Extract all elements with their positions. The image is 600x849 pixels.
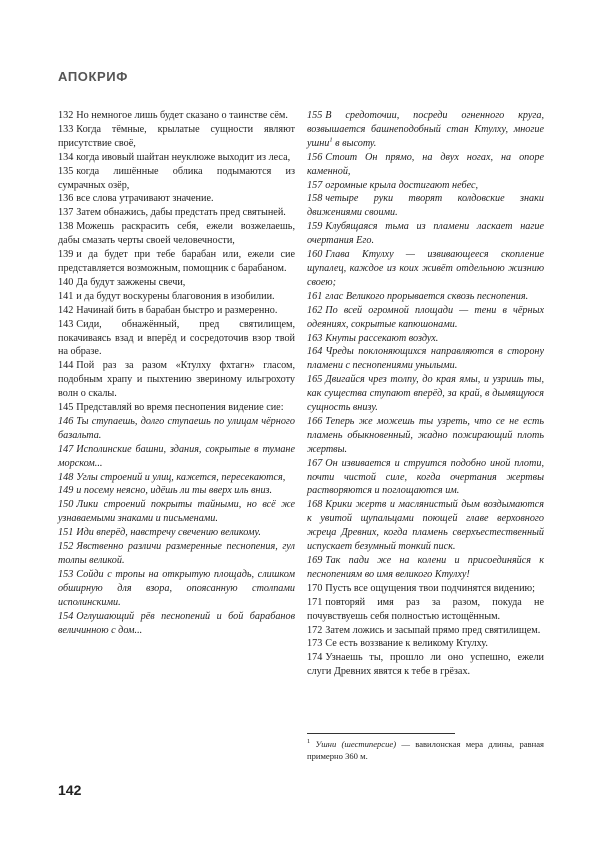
verse xyxy=(58,220,295,248)
verse xyxy=(307,415,544,457)
verse-number: 149 xyxy=(58,485,74,497)
verse xyxy=(58,206,295,220)
verse xyxy=(58,359,295,401)
verse xyxy=(58,484,295,498)
verse-number: 161 xyxy=(307,290,323,302)
verse-text: когда лишённые облика подымаются из сумрачных озёр, xyxy=(58,165,295,191)
verse-number: 165 xyxy=(307,374,323,386)
verse xyxy=(58,151,295,165)
verse-text: и посему неясно, идёшь ли ты вверх иль вниз. xyxy=(76,485,273,497)
verse-text: и да будет при тебе барабан или, ежели сие представляется возможным, помощник с барабаном. xyxy=(58,249,295,274)
verse-text: огромные крыла достигают небес, xyxy=(325,179,479,191)
verse-text: Кнуты рассекают воздух. xyxy=(325,332,439,344)
verse xyxy=(58,123,295,151)
verse-text: глас Великого прорывается сквозь песнопения. xyxy=(325,290,529,302)
verse-text: Глава Ктулху — извивающееся скопление щупалец, каждое из коих живёт отдельною жизнию своею; xyxy=(307,249,544,288)
verse xyxy=(307,345,544,373)
verse xyxy=(307,457,544,499)
verse-number: 173 xyxy=(307,638,323,650)
verse-text: Стоит Он прямо, на двух ногах, на опоре каменной, xyxy=(307,151,544,177)
verse xyxy=(58,318,295,360)
verse xyxy=(307,109,544,151)
verse-number: 153 xyxy=(58,568,74,580)
verse-number: 147 xyxy=(58,443,74,455)
footnote-marker: 1 xyxy=(307,738,311,746)
verse-number: 135 xyxy=(58,165,74,177)
verse-number: 152 xyxy=(58,541,74,553)
verse-text: Он извивается и струится подобно иной плоти, почти чистой силе, когда очертания жертвы растворяются и поглощаются им. xyxy=(307,457,544,497)
verse-number: 164 xyxy=(307,346,323,358)
verse-text: Да будут зажжены свечи, xyxy=(76,276,186,288)
verse-text: Пой раз за разом «Ктулху фхтагн» гласом, подобным храпу и пыхтению звериному ильгрохоту волн о скалы. xyxy=(58,360,295,400)
verse-number: 166 xyxy=(307,415,323,427)
verse-text: Начинай бить в барабан быстро и размеренно. xyxy=(76,304,278,316)
verse-number: 154 xyxy=(58,610,74,622)
verse xyxy=(58,304,295,318)
verse-number: 167 xyxy=(307,457,323,469)
verse-text: Представляй во время песнопения видение сие: xyxy=(76,402,284,414)
verse-text: Явственно различи размеренные песнопения, гул толпы великой. xyxy=(58,541,295,566)
verse-text: Двигайся чрез толпу, до края ямы, и узришь ты, как существа ступают вперёд, за край, в дымящуюся сущность внизу. xyxy=(307,374,544,414)
right-column xyxy=(307,109,544,679)
verse-number: 163 xyxy=(307,332,323,344)
verse-text: Чреды поклоняющихся направляются в сторону пламени с песнопениями унылыми. xyxy=(307,346,544,372)
verse-number: 158 xyxy=(307,193,323,205)
verse-text: По всей огромной площади — тени в чёрных одеяниях, сокрытые капюшонами. xyxy=(307,304,544,330)
verse-text: повторяй имя раз за разом, покуда не почувствуешь себя полностью истощённым. xyxy=(307,596,544,622)
verse xyxy=(58,568,295,610)
verse-text: и да будут воскурены благовония в изобилии. xyxy=(76,290,275,302)
footnote-reference: 1 xyxy=(329,136,333,144)
verse-text: Пусть все ощущения твои подчинятся видению; xyxy=(325,582,535,594)
verse-number: 133 xyxy=(58,123,74,135)
footnote xyxy=(307,739,544,762)
verse-number: 144 xyxy=(58,360,74,372)
verse xyxy=(58,276,295,290)
verse-text: Ты ступаешь, долго ступаешь по улицам чёрного базальта. xyxy=(58,415,295,441)
verse-number: 143 xyxy=(58,318,74,330)
verse-number: 172 xyxy=(307,624,323,636)
verse-text: Клубящаяся тьма из пламени ласкает нагие очертания Его. xyxy=(307,221,544,247)
verse xyxy=(58,248,295,276)
verse-number: 132 xyxy=(58,110,74,121)
verse-text: Узнаешь ты, прошло ли оно успешно, ежели слуги Древних явятся к тебе в грёзах. xyxy=(307,652,544,678)
verse-text: Так пади же на колени и присоединяйся к песнопениям во имя великого Ктулху! xyxy=(307,555,544,580)
footnote-text: — вавилонская мера длины, равная примерно 360 м. xyxy=(307,739,544,761)
verse xyxy=(58,540,295,568)
verse-text: Теперь же можешь ты узреть, что се не есть пламень обыкновенный, жадно пожирающий плоть жертвы. xyxy=(307,415,544,455)
verse xyxy=(58,165,295,193)
verse-number: 142 xyxy=(58,304,74,316)
verse-number: 137 xyxy=(58,207,74,219)
verse-number: 136 xyxy=(58,193,74,205)
verse-number: 155 xyxy=(307,110,323,121)
verse-number: 138 xyxy=(58,221,74,233)
verse xyxy=(307,304,544,332)
verse-text: Можешь раскрасить себя, ежели возжелаешь, дабы смазать черты своей человечности, xyxy=(58,221,295,247)
verse-text: Когда тёмные, крылатые сущности являют присутствие своё, xyxy=(58,123,295,149)
verse-number: 159 xyxy=(307,221,323,233)
footnote-term: Ушни (шестиперсие) xyxy=(315,739,397,749)
verse xyxy=(307,151,544,179)
verse-number: 168 xyxy=(307,499,323,511)
verse-text: В средоточии, посреди огненного круга, возвышается башнеподобный стан Ктулху, многие ушни xyxy=(307,110,544,149)
verse-text: Исполинские башни, здания, сокрытые в тумане морском... xyxy=(58,443,295,469)
page-number: 142 xyxy=(58,782,82,798)
verse xyxy=(307,220,544,248)
verse-text: Затем ложись и засыпай прямо пред святилищем. xyxy=(325,624,541,636)
verse xyxy=(58,401,295,415)
verse xyxy=(307,582,544,596)
verse-number: 141 xyxy=(58,290,74,302)
verse-text: Оглушающий рёв песнопений и бой барабанов величинною с дом... xyxy=(58,610,295,636)
verse xyxy=(58,109,295,123)
verse-text: когда ивовый шайтан неуклюже выходит из леса, xyxy=(76,151,291,163)
verse-text: все слова утрачивают значение. xyxy=(76,193,214,205)
verse xyxy=(307,248,544,290)
verse-text: Иди вперёд, навстречу свечению великому. xyxy=(76,527,261,539)
verse xyxy=(307,637,544,651)
verse-number: 162 xyxy=(307,304,323,316)
verse xyxy=(58,443,295,471)
verse-text: четыре руки творят колдовские знаки движениями своими. xyxy=(307,193,544,219)
left-column xyxy=(58,109,295,637)
verse-number: 145 xyxy=(58,402,74,414)
verse-text: Сиди, обнажённый, пред святилищем, покачиваясь взад и вперёд и сосредоточив взор твой на образе. xyxy=(58,318,295,358)
verse xyxy=(58,192,295,206)
verse-text: Се есть воззвание к великому Ктулху. xyxy=(325,638,488,650)
verse xyxy=(307,192,544,220)
verse xyxy=(307,179,544,193)
verse-text-continued: в высоту. xyxy=(332,137,377,149)
verse xyxy=(307,554,544,582)
verse-number: 157 xyxy=(307,179,323,191)
verse-text: Крики жертв и маслянистый дым воздымаются к увитой щупальцами поющей главе верховного жреца Древних, когда пламень сверхъестественный испускает безумный тонкий писк. xyxy=(307,499,544,553)
verse-number: 139 xyxy=(58,249,74,261)
verse-text: Лики строений покрыты тайными, но всё же узнаваемыми знаками и письменами. xyxy=(58,499,295,525)
verse-number: 151 xyxy=(58,527,74,539)
running-header: АПОКРИФ xyxy=(58,69,128,84)
verse-number: 156 xyxy=(307,151,323,163)
verse-number: 140 xyxy=(58,276,74,288)
verse-number: 146 xyxy=(58,415,74,427)
verse-text: Сойди с тропы на открытую площадь, слишком обширную для взора, опоясанную столпами исполинскими. xyxy=(58,568,295,608)
verse-text: Но немногое лишь будет сказано о таинстве сём. xyxy=(76,110,288,121)
verse xyxy=(307,332,544,346)
verse xyxy=(58,471,295,485)
verse-text: Затем обнажись, дабы предстать пред святыней. xyxy=(76,207,286,219)
verse xyxy=(307,290,544,304)
verse xyxy=(58,498,295,526)
verse xyxy=(307,373,544,415)
verse xyxy=(58,290,295,304)
verse-number: 170 xyxy=(307,582,323,594)
verse-number: 148 xyxy=(58,471,74,483)
verse-number: 171 xyxy=(307,596,323,608)
verse xyxy=(307,596,544,624)
verse xyxy=(307,624,544,638)
verse xyxy=(58,415,295,443)
verse-text: Углы строений и улиц, кажется, пересекаются, xyxy=(76,471,286,483)
verse xyxy=(307,498,544,554)
verse-number: 150 xyxy=(58,499,74,511)
verse-number: 169 xyxy=(307,555,323,566)
verse-number: 174 xyxy=(307,652,323,664)
footnote-rule xyxy=(307,733,455,734)
verse-number: 134 xyxy=(58,151,74,163)
verse xyxy=(58,610,295,638)
verse xyxy=(58,526,295,540)
verse-number: 160 xyxy=(307,249,323,261)
verse xyxy=(307,651,544,679)
